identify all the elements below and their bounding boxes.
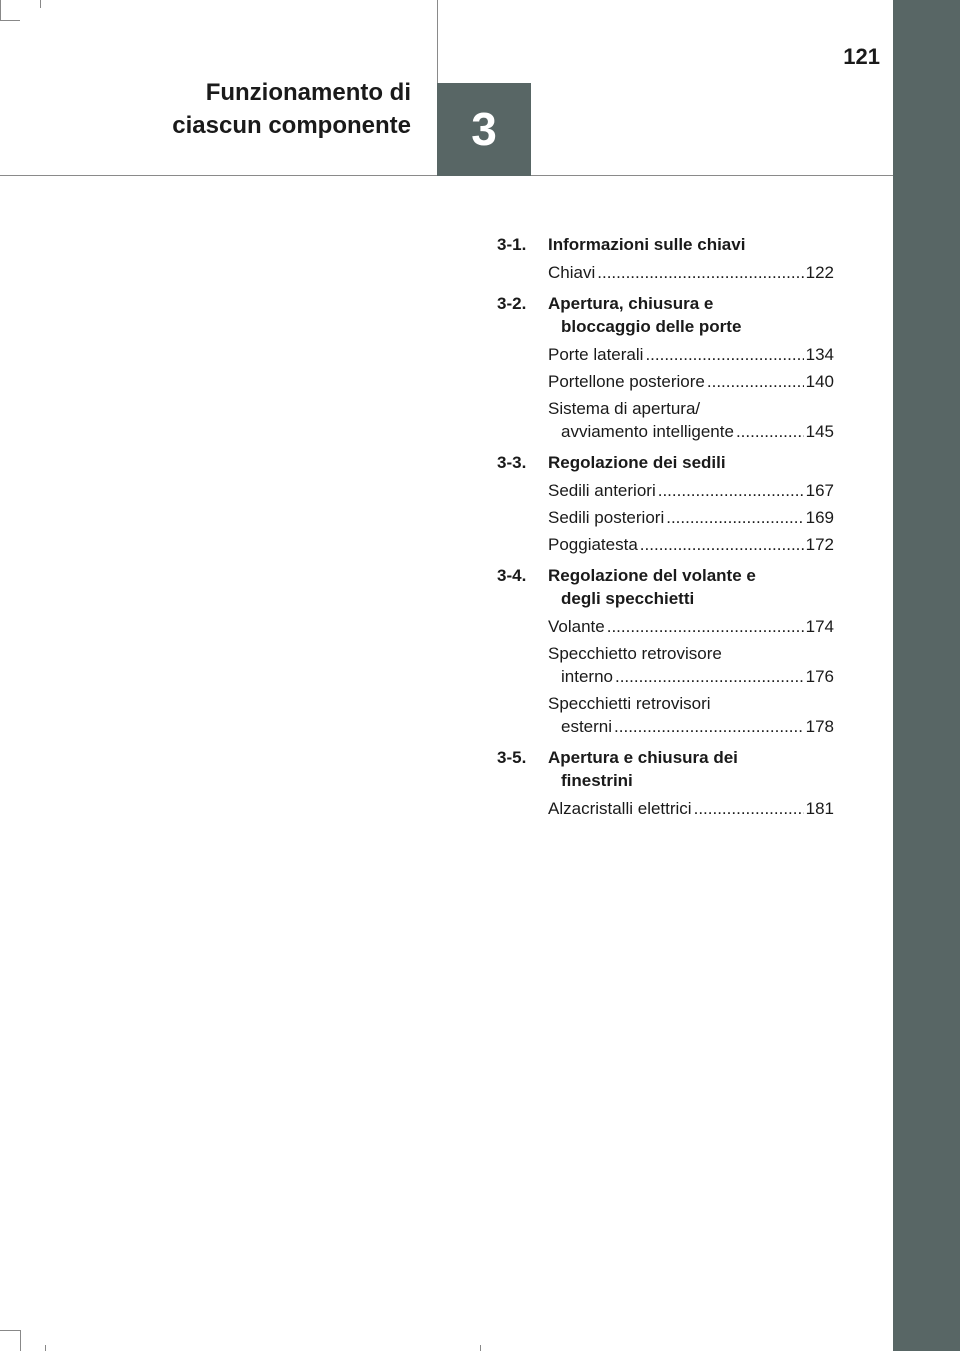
entry-title-line-1: Sistema di apertura/ (548, 399, 701, 418)
toc-entry[interactable] (548, 370, 834, 393)
section-number: 3-4. (497, 566, 527, 585)
chapter-title-line-1: Funzionamento di (205, 79, 411, 106)
section-title (548, 292, 834, 338)
section-title (548, 746, 834, 792)
crop-mark (0, 20, 20, 21)
chapter-title (60, 76, 411, 142)
toc-entry[interactable] (548, 506, 834, 529)
toc-section (497, 233, 834, 256)
entry-page: 169 (805, 508, 834, 527)
toc-entry[interactable] (548, 692, 834, 738)
section-number: 3-3. (497, 453, 527, 472)
entry-title-line-1: Specchietto retrovisore (548, 644, 722, 663)
entry-title-line-2: avviamento intelligente (561, 422, 734, 441)
entry-title: Porte laterali (548, 345, 644, 364)
crop-mark (45, 1345, 46, 1351)
entry-title: Volante (548, 617, 605, 636)
toc-section (497, 746, 834, 792)
toc-section (497, 451, 834, 474)
section-title-line-2: bloccaggio delle porte (561, 317, 742, 336)
crop-mark (20, 1330, 21, 1351)
entry-title-line-1: Specchietti retrovisori (548, 694, 711, 713)
entry-title-line-2: esterni (561, 717, 613, 736)
section-title-line-1: Regolazione del volante e (548, 566, 756, 585)
toc-entry[interactable] (548, 397, 834, 443)
dot-leader (707, 370, 804, 393)
toc-entry[interactable] (548, 797, 834, 820)
dot-leader (694, 797, 804, 820)
toc-entry[interactable] (548, 642, 834, 688)
entry-page: 134 (805, 345, 834, 364)
dot-leader (666, 506, 803, 529)
dot-leader (597, 261, 803, 284)
section-number: 3-2. (497, 294, 527, 313)
chapter-number-box: 3 (437, 83, 531, 176)
crop-mark (480, 1345, 481, 1351)
section-title: Informazioni sulle chiavi (548, 235, 746, 254)
toc-entry[interactable] (548, 615, 834, 638)
toc-section (497, 564, 834, 610)
page-number: 121 (843, 44, 880, 69)
entry-title: Sedili anteriori (548, 481, 656, 500)
entry-page: 178 (805, 717, 834, 736)
dot-leader (614, 715, 804, 738)
dot-leader (615, 665, 804, 688)
section-title-line-2: finestrini (561, 771, 633, 790)
section-title-line-1: Apertura, chiusura e (548, 294, 714, 313)
entry-page: 145 (805, 422, 834, 441)
dot-leader (645, 343, 803, 366)
crop-mark (40, 0, 41, 8)
entry-page: 167 (805, 481, 834, 500)
entry-title: Sedili posteriori (548, 508, 665, 527)
entry-title: Chiavi (548, 263, 596, 282)
table-of-contents (497, 233, 834, 824)
crop-mark (0, 0, 1, 20)
entry-title-line-2: interno (561, 667, 613, 686)
chapter-sidebar-tab (893, 0, 960, 1351)
crop-mark (0, 1330, 20, 1331)
entry-page: 176 (805, 667, 834, 686)
section-number: 3-5. (497, 748, 527, 767)
section-title-line-2: degli specchietti (561, 589, 695, 608)
dot-leader (736, 420, 804, 443)
toc-entry[interactable] (548, 533, 834, 556)
chapter-title-line-2: ciascun componente (172, 112, 411, 139)
dot-leader (607, 615, 804, 638)
toc-section (497, 292, 834, 338)
dot-leader (640, 533, 804, 556)
entry-page: 172 (805, 535, 834, 554)
dot-leader (658, 479, 804, 502)
section-title-line-1: Apertura e chiusura dei (548, 748, 738, 767)
entry-title: Alzacristalli elettrici (548, 799, 692, 818)
toc-entry[interactable] (548, 479, 834, 502)
entry-title: Portellone posteriore (548, 372, 705, 391)
section-title: Regolazione dei sedili (548, 453, 726, 472)
section-title (548, 564, 834, 610)
entry-page: 140 (805, 372, 834, 391)
entry-page: 174 (805, 617, 834, 636)
entry-page: 122 (805, 263, 834, 282)
entry-page: 181 (805, 799, 834, 818)
section-number: 3-1. (497, 235, 527, 254)
entry-title: Poggiatesta (548, 535, 638, 554)
toc-entry[interactable] (548, 343, 834, 366)
toc-entry[interactable] (548, 261, 834, 284)
header-divider-vertical (437, 0, 438, 83)
